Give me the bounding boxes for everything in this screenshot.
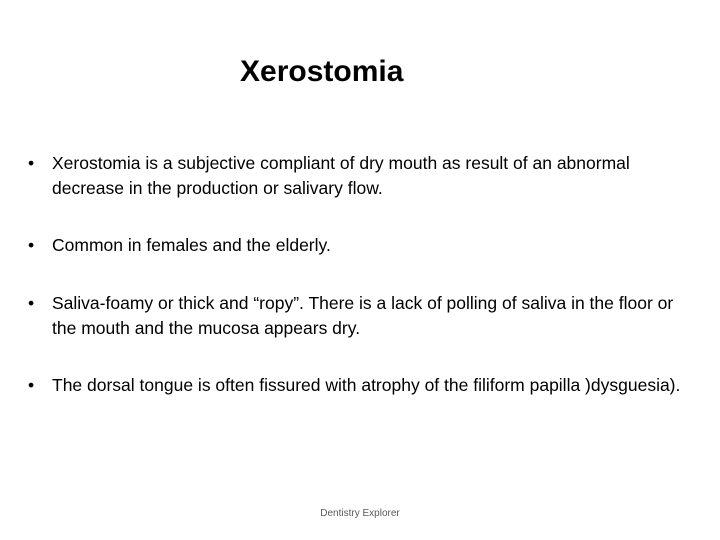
bullet-list [28,151,688,430]
bullet-item [28,373,688,398]
bullet-marker: • [28,153,35,173]
bullet-item [28,291,688,341]
bullet-text: The dorsal tongue is often fissured with atrophy of the filiform papilla )dysguesia). [52,375,681,395]
bullet-marker: • [28,375,35,395]
bullet-text: Xerostomia is a subjective compliant of dry mouth as result of an abnormal decrease in the production or salivary flow. [52,153,630,198]
bullet-marker: • [28,235,35,255]
bullet-text: Common in females and the elderly. [52,235,331,255]
bullet-item [28,233,688,258]
bullet-text: Saliva-foamy or thick and “ropy”. There is a lack of polling of saliva in the floor or the mouth and the mucosa appears dry. [52,293,674,338]
slide-title: Xerostomia [240,55,404,88]
footer-text: Dentistry Explorer [320,508,400,519]
bullet-item [28,151,688,201]
bullet-marker: • [28,293,35,313]
